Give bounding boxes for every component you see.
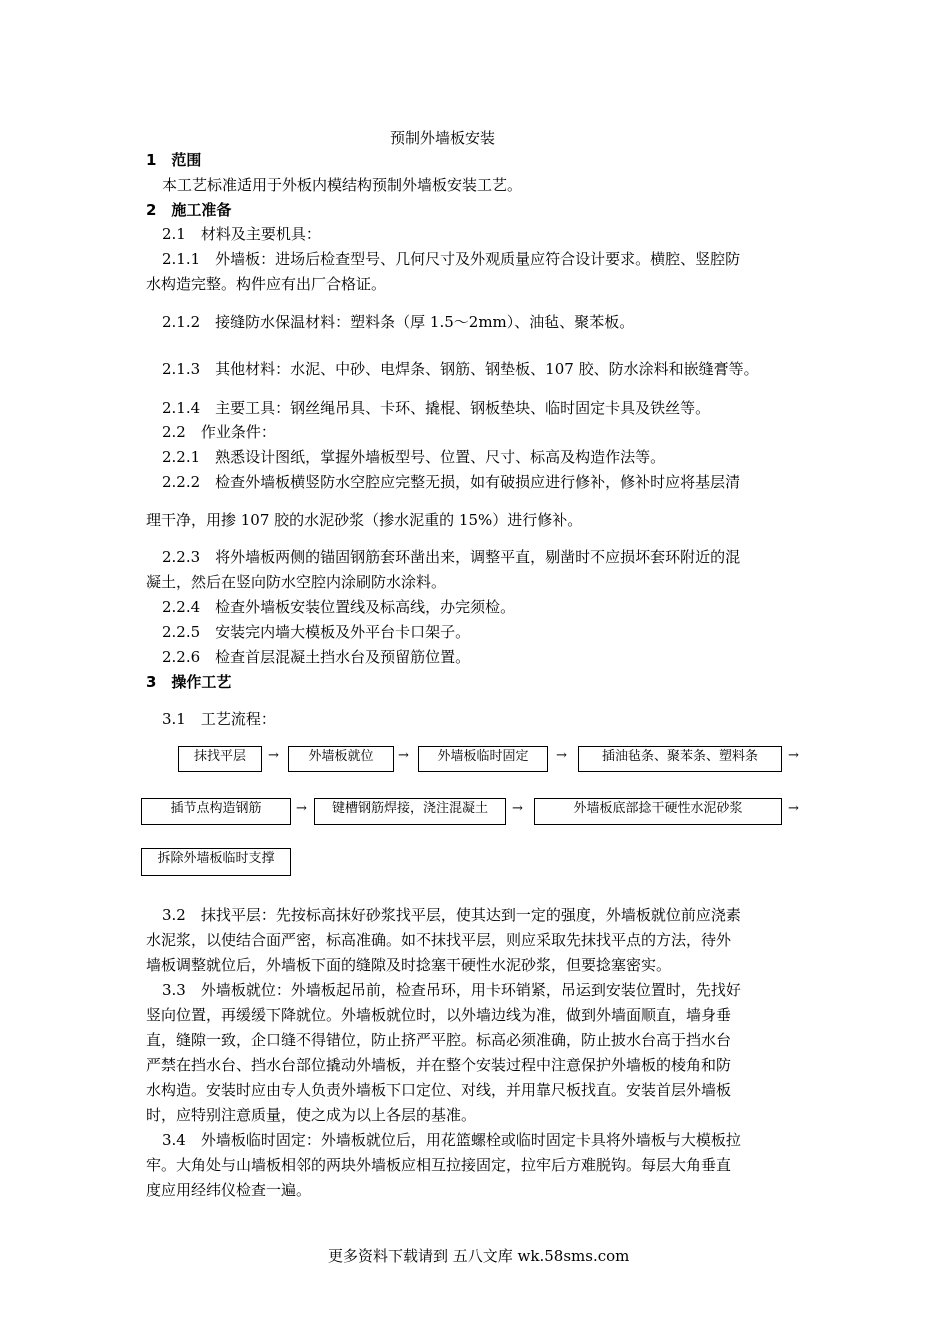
para-2-2-4: 2.2.4 检查外墙板安装位置线及标高线，办完须检。 (162, 598, 516, 616)
section-1-text: 本工艺标准适用于外板内模结构预制外墙板安装工艺。 (162, 176, 523, 194)
para-3-3-line6: 时，应特别注意质量，使之成为以上各层的基准。 (146, 1106, 477, 1124)
para-2-1-4: 2.1.4 主要工具：钢丝绳吊具、卡环、撬棍、钢板垫块、临时固定卡具及铁丝等。 (162, 399, 711, 417)
para-2-2-2-line2: 理干净，用掺 107 胶的水泥砂浆（掺水泥重的 15%）进行修补。 (146, 511, 583, 529)
para-2-2-3-line2: 凝土，然后在竖向防水空腔内涂刷防水涂料。 (146, 573, 447, 591)
flow-arrow-icon: → (268, 748, 279, 763)
para-2-2-6: 2.2.6 检查首层混凝土挡水台及预留筋位置。 (162, 648, 471, 666)
para-3-3-line3: 直，缝隙一致，企口缝不得错位，防止挤严平腔。标高必须准确，防止披水台高于挡水台 (146, 1031, 732, 1049)
para-3-3-line2: 竖向位置，再缓缓下降就位。外墙板就位时，以外墙边线为准，做到外墙面顺直，墙身垂 (146, 1006, 732, 1024)
flow-step-1: 抹找平层 (178, 746, 262, 772)
flow-step-6: 键槽钢筋焊接，浇注混凝土 (314, 798, 506, 825)
flow-arrow-icon: → (788, 748, 799, 763)
para-2-1: 2.1 材料及主要机具： (162, 225, 321, 243)
para-2-2-3-line1: 2.2.3 将外墙板两侧的锚固钢筋套环凿出来，调整平直，剔凿时不应损坏套环附近的混 (162, 548, 741, 566)
para-3-2-line3: 墙板调整就位后，外墙板下面的缝隙及时捻塞干硬性水泥砂浆，但要捻塞密实。 (146, 956, 672, 974)
para-3-3-line4: 严禁在挡水台、挡水台部位撬动外墙板，并在整个安装过程中注意保护外墙板的棱角和防 (146, 1056, 732, 1074)
para-2-2-1: 2.2.1 熟悉设计图纸，掌握外墙板型号、位置、尺寸、标高及构造作法等。 (162, 448, 666, 466)
flow-step-8: 拆除外墙板临时支撑 (141, 848, 291, 876)
para-3-4-line1: 3.4 外墙板临时固定：外墙板就位后，用花篮螺栓或临时固定卡具将外墙板与大模板拉 (162, 1131, 741, 1149)
flow-arrow-icon: → (398, 748, 409, 763)
flow-arrow-icon: → (788, 801, 799, 816)
section-1-heading: 1 范围 (146, 151, 202, 169)
flow-arrow-icon: → (556, 748, 567, 763)
para-2-1-2: 2.1.2 接缝防水保温材料：塑料条（厚 1.5～2mm）、油毡、聚苯板。 (162, 313, 635, 331)
para-3-1: 3.1 工艺流程： (162, 710, 276, 728)
flow-arrow-icon: → (296, 801, 307, 816)
flow-step-3: 外墙板临时固定 (418, 746, 548, 772)
para-2-2: 2.2 作业条件： (162, 423, 276, 441)
section-2-heading: 2 施工准备 (146, 201, 232, 219)
flow-arrow-icon: → (512, 801, 523, 816)
para-3-4-line3: 度应用经纬仪检查一遍。 (146, 1181, 312, 1199)
footer-text: 更多资料下载请到 五八文库 wk.58sms.com (328, 1247, 630, 1265)
section-3-heading: 3 操作工艺 (146, 673, 232, 691)
page-title: 预制外墙板安装 (390, 129, 496, 147)
para-3-3-line5: 水构造。安装时应由专人负责外墙板下口定位、对线，并用靠尺板找直。安装首层外墙板 (146, 1081, 732, 1099)
para-3-4-line2: 牢。大角处与山墙板相邻的两块外墙板应相互拉接固定，拉牢后方难脱钩。每层大角垂直 (146, 1156, 732, 1174)
para-2-1-1-line1: 2.1.1 外墙板：进场后检查型号、几何尺寸及外观质量应符合设计要求。横腔、竖腔防 (162, 250, 741, 268)
flow-step-2: 外墙板就位 (288, 746, 394, 772)
para-3-3-line1: 3.3 外墙板就位：外墙板起吊前，检查吊环，用卡环销紧，吊运到安装位置时，先找好 (162, 981, 741, 999)
flow-step-7: 外墙板底部捻干硬性水泥砂浆 (534, 798, 782, 825)
para-2-1-3: 2.1.3 其他材料：水泥、中砂、电焊条、钢筋、钢垫板、107 胶、防水涂料和嵌缝膏等。 (162, 360, 759, 378)
para-2-2-2-line1: 2.2.2 检查外墙板横竖防水空腔应完整无损，如有破损应进行修补，修补时应将基层清 (162, 473, 741, 491)
flow-step-5: 插节点构造钢筋 (141, 798, 291, 825)
para-3-2-line2: 水泥浆，以使结合面严密，标高准确。如不抹找平层，则应采取先抹找平点的方法，待外 (146, 931, 732, 949)
para-3-2-line1: 3.2 抹找平层：先按标高抹好砂浆找平层，使其达到一定的强度，外墙板就位前应浇素 (162, 906, 741, 924)
para-2-1-1-line2: 水构造完整。构件应有出厂合格证。 (146, 275, 387, 293)
para-2-2-5: 2.2.5 安装完内墙大模板及外平台卡口架子。 (162, 623, 471, 641)
flow-step-4: 插油毡条、聚苯条、塑料条 (578, 746, 782, 772)
